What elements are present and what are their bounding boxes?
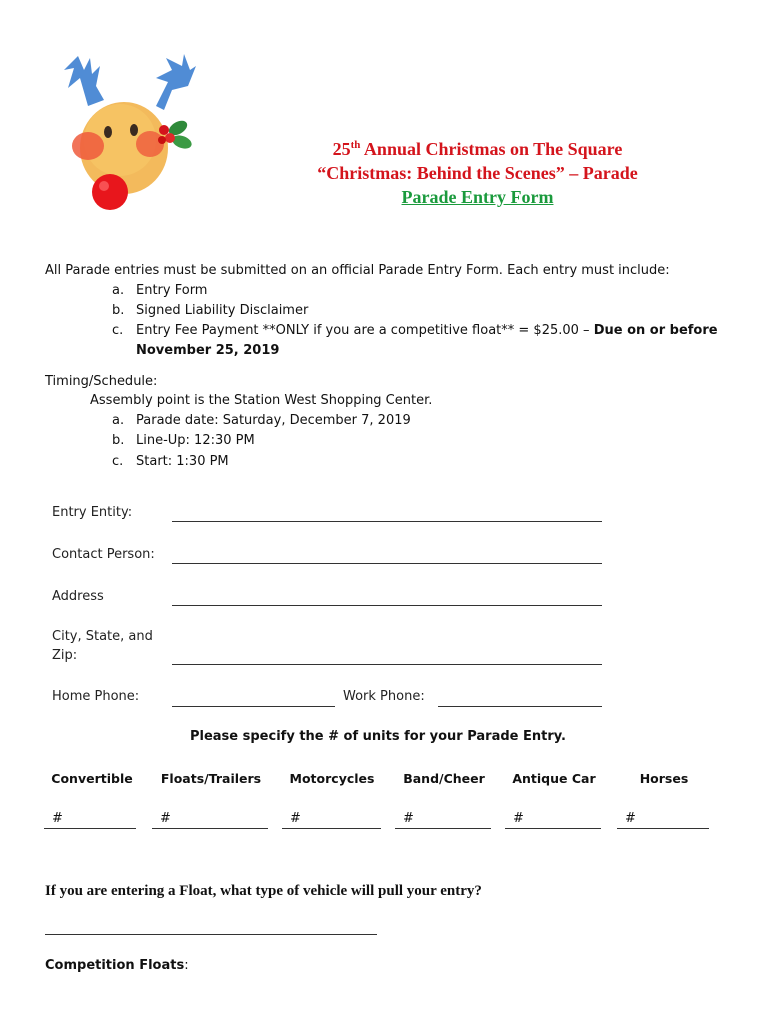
units-hash: #	[625, 811, 636, 826]
list-item: a. Entry Form	[112, 283, 208, 298]
units-label-convertible: Convertible	[51, 771, 133, 786]
list-item: c. Entry Fee Payment **ONLY if you are a competitive float** = $25.00 – Due on or before	[112, 323, 718, 338]
units-hash: #	[290, 811, 301, 826]
units-field-convertible[interactable]	[44, 828, 136, 829]
list-item: b. Line-Up: 12:30 PM	[112, 433, 255, 448]
assembly-point: Assembly point is the Station West Shopping Center.	[90, 393, 433, 408]
units-label-horses: Horses	[639, 771, 689, 786]
page-title: 25th Annual Christmas on The Square	[332, 139, 623, 159]
units-field-band-cheer[interactable]	[395, 828, 491, 829]
schedule-heading: Timing/Schedule:	[45, 374, 158, 389]
float-question: If you are entering a Float, what type of vehicle will pull your entry?	[45, 883, 482, 899]
units-hash: #	[513, 811, 524, 826]
list-item: b. Signed Liability Disclaimer	[112, 303, 309, 318]
units-field-antique-car[interactable]	[505, 828, 601, 829]
units-hash: #	[160, 811, 171, 826]
units-field-floats[interactable]	[152, 828, 268, 829]
home-phone-label: Home Phone:	[52, 689, 140, 704]
units-field-motorcycles[interactable]	[282, 828, 381, 829]
float-vehicle-field[interactable]	[45, 934, 377, 935]
competition-floats-label: Competition Floats:	[45, 958, 189, 973]
list-item: c. Start: 1:30 PM	[112, 454, 229, 469]
units-label-motorcycles: Motorcycles	[289, 771, 375, 786]
address-field[interactable]	[172, 605, 602, 606]
units-hash: #	[403, 811, 414, 826]
units-field-horses[interactable]	[617, 828, 709, 829]
units-heading: Please specify the # of units for your Parade Entry.	[189, 729, 566, 744]
contact-person-field[interactable]	[172, 563, 602, 564]
entry-entity-label: Entry Entity:	[52, 505, 133, 520]
address-label: Address	[52, 589, 104, 604]
city-state-zip-field[interactable]	[172, 664, 602, 665]
city-state-zip-label-line1: City, State, and	[52, 629, 153, 644]
units-label-antique-car: Antique Car	[512, 771, 596, 786]
title-block	[240, 137, 715, 209]
city-state-zip-label-line2: Zip:	[52, 648, 78, 663]
reindeer-icon	[60, 48, 200, 220]
entry-entity-field[interactable]	[172, 521, 602, 522]
home-phone-field[interactable]	[172, 706, 335, 707]
list-item: a. Parade date: Saturday, December 7, 2019	[112, 413, 411, 428]
form-title: Parade Entry Form	[401, 187, 554, 207]
contact-person-label: Contact Person:	[52, 547, 155, 562]
page-subtitle: “Christmas: Behind the Scenes” – Parade	[317, 163, 638, 183]
fee-due-date: November 25, 2019	[136, 343, 280, 358]
units-label-band-cheer: Band/Cheer	[403, 771, 485, 786]
units-hash: #	[52, 811, 63, 826]
intro-text: All Parade entries must be submitted on an official Parade Entry Form. Each entry must include:	[45, 263, 670, 278]
work-phone-field[interactable]	[438, 706, 602, 707]
units-label-floats: Floats/Trailers	[160, 771, 262, 786]
work-phone-label: Work Phone:	[343, 689, 425, 704]
